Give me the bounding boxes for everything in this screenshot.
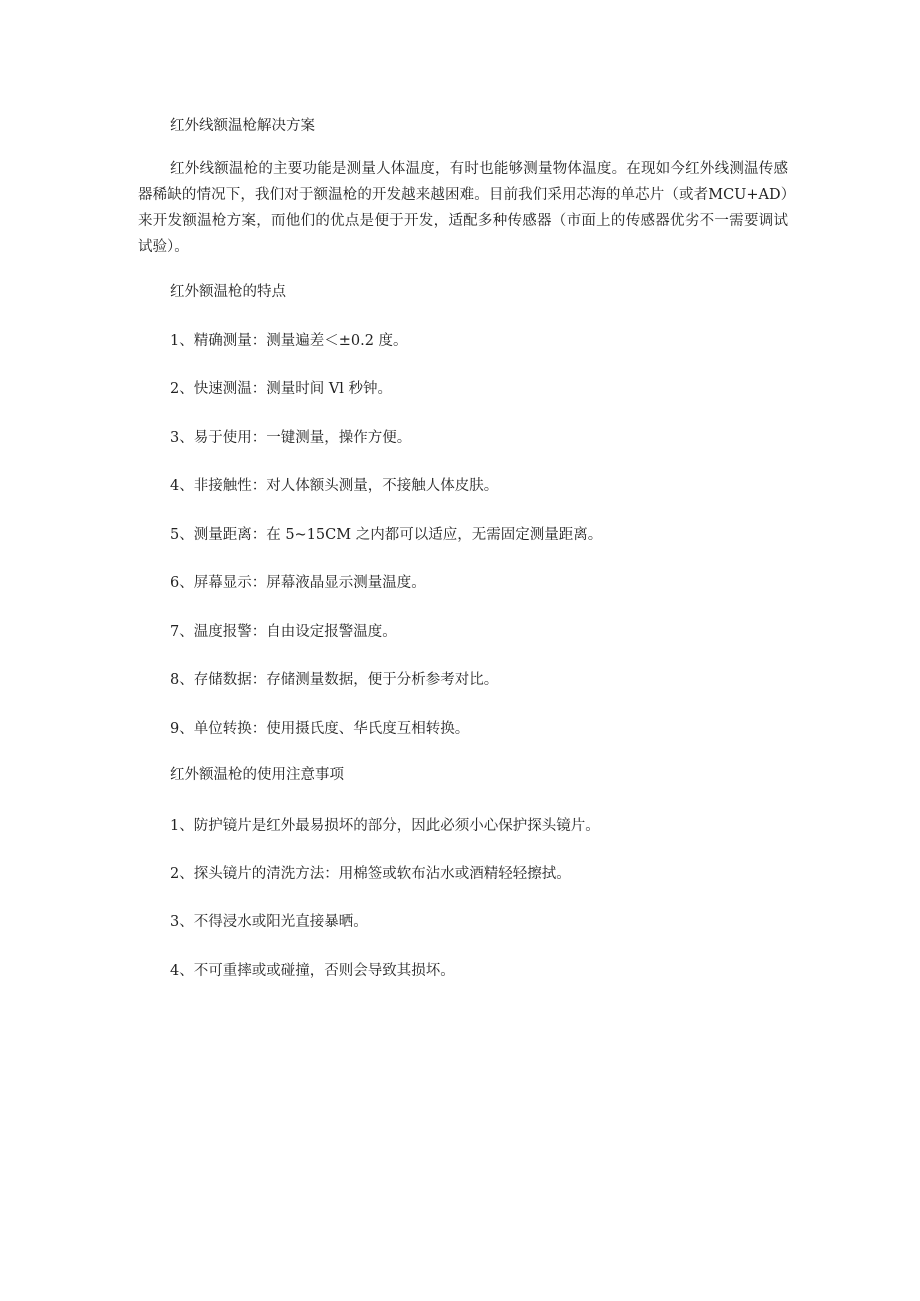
feature-item: 4、非接触性：对人体额头测量，不接触人体皮肤。: [170, 478, 499, 494]
intro-paragraph: 红外线额温枪的主要功能是测量人体温度，有时也能够测量物体温度。在现如今红外线测温传感器稀缺的情况下，我们对于额温枪的开发越来越困难。目前我们采用芯海的单芯片（或者MCU+AD）来开发额温枪方案，而他们的优点是便于开发，适配多种传感器（市面上的传感器优劣不一需要调试试验）。: [138, 161, 788, 255]
document-title: 红外线额温枪解决方案: [170, 118, 315, 134]
notes-heading: 红外额温枪的使用注意事项: [170, 767, 344, 783]
features-heading: 红外额温枪的特点: [170, 284, 286, 300]
feature-item: 7、温度报警：自由设定报警温度。: [170, 624, 397, 640]
note-item: 2、探头镜片的清洗方法：用棉签或软布沾水或酒精轻轻擦拭。: [170, 866, 571, 882]
feature-item: 8、存储数据：存储测量数据，便于分析参考对比。: [170, 672, 499, 688]
feature-item: 3、易于使用：一键测量，操作方便。: [170, 430, 412, 446]
note-item: 3、不得浸水或阳光直接暴晒。: [170, 914, 368, 930]
feature-item: 2、快速测温：测量时间 Vl 秒钟。: [170, 381, 393, 397]
note-item: 4、不可重摔或或碰撞，否则会导致其损坏。: [170, 963, 455, 979]
note-item: 1、防护镜片是红外最易损坏的部分，因此必须小心保护探头镜片。: [170, 818, 600, 834]
feature-item: 1、精确测量：测量遍差＜±0.2 度。: [170, 333, 408, 349]
feature-item: 9、单位转换：使用摄氏度、华氏度互相转换。: [170, 721, 470, 737]
feature-item: 5、测量距离：在 5~15CM 之内都可以适应，无需固定测量距离。: [170, 527, 603, 543]
feature-item: 6、屏幕显示：屏幕液晶显示测量温度。: [170, 575, 426, 591]
